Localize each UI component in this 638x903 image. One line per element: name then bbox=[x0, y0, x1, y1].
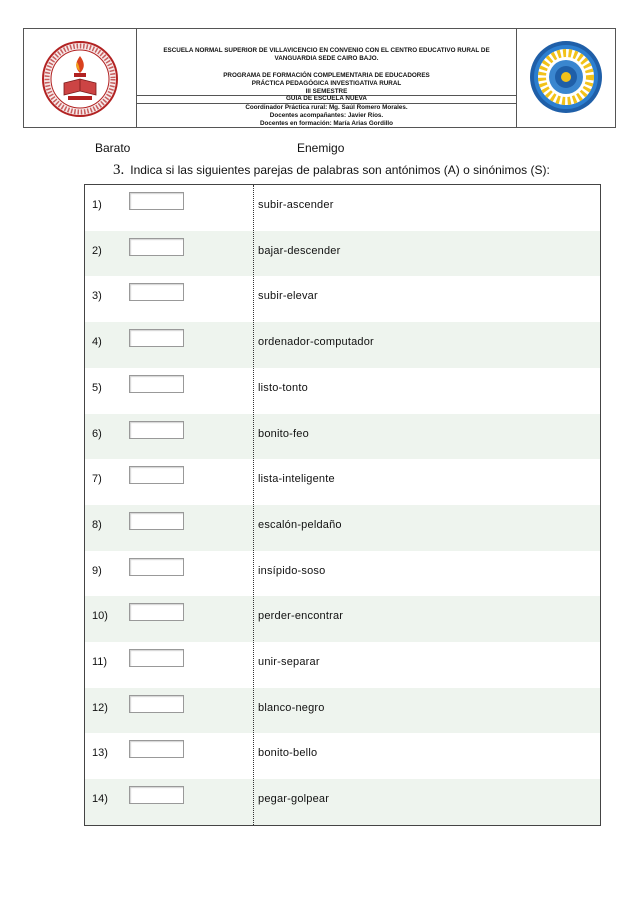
table-row bbox=[85, 642, 600, 688]
answer-box[interactable] bbox=[129, 375, 184, 393]
school-name-line-1: ESCUELA NORMAL SUPERIOR DE VILLAVICENCIO EN CONVENIO CON EL CENTRO EDUCATIVO RURAL DE bbox=[163, 47, 490, 54]
row-number: 6) bbox=[92, 427, 102, 440]
header-text-cell bbox=[136, 29, 517, 127]
table-row bbox=[85, 185, 600, 231]
school-name-line-2: VANGUARDIA SEDE CAIRO BAJO. bbox=[274, 55, 379, 62]
word-pair: insípido-soso bbox=[258, 564, 326, 577]
column-divider bbox=[253, 185, 254, 825]
word-pair: bonito-feo bbox=[258, 427, 309, 440]
table-row bbox=[85, 688, 600, 734]
word-pair: lista-inteligente bbox=[258, 473, 335, 486]
word-pair: bajar-descender bbox=[258, 244, 341, 257]
program-line-2: PRÁCTICA PEDAGÓGICA INVESTIGATIVA RURAL bbox=[251, 80, 402, 87]
table-row bbox=[85, 779, 600, 825]
word-pair: unir-separar bbox=[258, 656, 320, 668]
row-number: 14) bbox=[92, 793, 108, 806]
table-row bbox=[85, 276, 600, 322]
row-number: 10) bbox=[92, 610, 108, 623]
school-crest-logo bbox=[24, 29, 136, 127]
table-row bbox=[85, 459, 600, 505]
word-pair: subir-elevar bbox=[258, 290, 318, 303]
row-number: 7) bbox=[92, 473, 102, 486]
answer-box[interactable] bbox=[129, 786, 184, 804]
row-number: 3) bbox=[92, 290, 102, 303]
table-row bbox=[85, 733, 600, 779]
guide-title: GUIA DE ESCUELA NUEVA bbox=[286, 95, 367, 102]
answer-box[interactable] bbox=[129, 740, 184, 758]
table-row bbox=[85, 231, 600, 277]
answer-box[interactable] bbox=[129, 238, 184, 256]
row-number: 2) bbox=[92, 244, 102, 257]
word-pair: perder-encontrar bbox=[258, 610, 344, 623]
word-pair: listo-tonto bbox=[258, 381, 308, 394]
exercise-table bbox=[84, 184, 601, 826]
document-header bbox=[23, 28, 616, 128]
semester-label: III SEMESTRE bbox=[305, 88, 348, 95]
table-row bbox=[85, 596, 600, 642]
table-row bbox=[85, 551, 600, 597]
word-pair: pegar-golpear bbox=[258, 793, 330, 806]
row-number: 4) bbox=[92, 336, 102, 349]
institution-logo-cell bbox=[516, 29, 615, 127]
row-number: 5) bbox=[92, 381, 102, 394]
sun-seal-logo bbox=[517, 29, 615, 127]
row-number: 1) bbox=[92, 199, 102, 211]
answer-box[interactable] bbox=[129, 421, 184, 439]
table-row bbox=[85, 414, 600, 460]
answer-box[interactable] bbox=[129, 192, 184, 210]
row-number: 11) bbox=[92, 656, 108, 668]
answer-box[interactable] bbox=[129, 512, 184, 530]
word-right: Enemigo bbox=[297, 141, 345, 155]
answer-box[interactable] bbox=[129, 603, 184, 621]
advisors-line: Docentes acompañantes: Javier Ríos. bbox=[269, 112, 384, 119]
instruction-text: Indica si las siguientes parejas de palabras son antónimos (A) o sinónimos (S): bbox=[130, 163, 550, 177]
word-pair: bonito-bello bbox=[258, 747, 318, 760]
instruction bbox=[113, 162, 550, 179]
answer-box[interactable] bbox=[129, 329, 184, 347]
answer-box[interactable] bbox=[129, 695, 184, 713]
answer-box[interactable] bbox=[129, 558, 184, 576]
table-row bbox=[85, 505, 600, 551]
program-line-1: PROGRAMA DE FORMACIÓN COMPLEMENTARIA DE EDUCADORES bbox=[223, 72, 430, 79]
row-number: 12) bbox=[92, 701, 108, 714]
word-left: Barato bbox=[95, 141, 131, 155]
word-pair: blanco-negro bbox=[258, 701, 325, 714]
school-logo-cell bbox=[24, 29, 137, 127]
answer-box[interactable] bbox=[129, 283, 184, 301]
row-number: 13) bbox=[92, 747, 108, 760]
table-row bbox=[85, 368, 600, 414]
row-number: 8) bbox=[92, 518, 102, 531]
word-pair: ordenador-computador bbox=[258, 336, 374, 349]
word-pair: escalón-peldaño bbox=[258, 518, 342, 531]
word-pair: subir-ascender bbox=[258, 199, 334, 211]
answer-box[interactable] bbox=[129, 649, 184, 667]
row-number: 9) bbox=[92, 564, 102, 577]
trainees-line: Docentes en formación: María Arias Gordillo bbox=[259, 120, 394, 127]
instruction-number: 3. bbox=[113, 162, 125, 178]
table-row bbox=[85, 322, 600, 368]
coordinator-line: Coordinador Práctica rural: Mg. Saúl Romero Morales. bbox=[245, 104, 408, 111]
answer-box[interactable] bbox=[129, 466, 184, 484]
